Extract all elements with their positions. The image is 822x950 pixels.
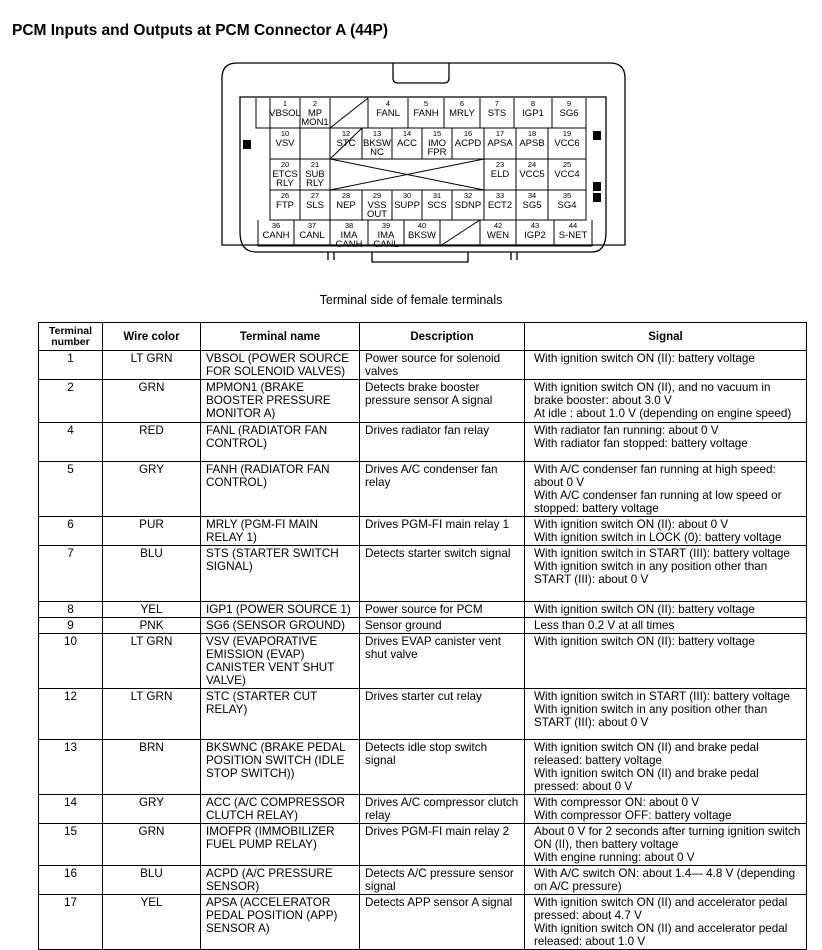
signal-line: With ignition switch ON (II): battery voltage [534,635,755,648]
signal-line: At idle : about 1.0 V (depending on engine speed) [534,407,792,420]
pin-number: 8 [530,99,536,108]
connector-diagram [0,0,822,290]
pin-label: BKSW [408,230,436,241]
terminal-table [38,322,807,950]
table-row [39,689,807,740]
header-terminal-number: Terminal number [39,323,103,351]
pin-label: MRLY [449,108,475,119]
connector-pin-40 [408,221,436,241]
pin-number: 43 [530,221,540,230]
table-row [39,462,807,517]
page-title: PCM Inputs and Outputs at PCM Connector A (44P) [12,22,389,39]
pin-number: 35 [562,191,572,200]
table-row [39,740,807,795]
pin-label: CANL [299,230,325,241]
connector-pin-42 [487,221,509,241]
pin-number: 28 [341,191,351,200]
pin-label: IMA [340,230,358,241]
pin-label: WEN [486,230,510,241]
cell-description: Drives PGM-FI main relay 1 [360,517,525,546]
cell-terminal-name: VSV (EVAPORATIVE EMISSION (EVAP) CANISTER VENT SHUT VALVE) [201,634,360,689]
table-row [39,517,807,546]
pin-label: SUB [305,169,325,180]
pin-number: 31 [432,191,442,200]
connector-pin-37 [299,221,324,241]
pin-label: SLS [306,200,324,211]
pin-number: 23 [495,160,505,169]
table-row [39,866,807,895]
table-row [39,824,807,866]
cell-terminal-number: 9 [39,618,103,634]
pin-number: 20 [280,160,290,169]
pin-number: 37 [307,221,317,230]
pin-number: 2 [312,99,318,108]
connector-pin-33 [488,191,512,211]
connector-pin-44 [559,221,588,241]
pin-label: APSA [487,138,513,149]
pin-label: SG5 [522,200,542,211]
signal-line: With ignition switch ON (II) and brake pedal pressed: about 0 V [534,767,759,793]
pin-number: 40 [417,221,427,230]
connector-pin-32 [455,191,481,211]
connector-pin-35 [557,191,576,211]
cell-description: Detects APP sensor A signal [360,895,525,950]
connector-pin-9 [559,99,578,119]
pin-label: SUPP [394,200,420,211]
pin-number: 4 [385,99,391,108]
cell-wire-color: PNK [103,618,201,634]
connector-pin-21 [305,160,325,189]
cell-terminal-number: 13 [39,740,103,795]
lock-tab [593,131,601,140]
signal-line: With ignition switch ON (II): battery voltage [534,603,755,616]
pin-number: 44 [568,221,578,230]
connector-pin-15 [428,129,447,158]
pin-label: APSB [519,138,545,149]
table-row [39,423,807,462]
pin-label: IMO [428,138,446,149]
connector-pins [263,99,588,250]
table-row [39,380,807,423]
table-row [39,602,807,618]
pin-number: 16 [463,129,473,138]
cell-wire-color: GRN [103,824,201,866]
pin-number: 13 [372,129,382,138]
connector-pin-2 [301,99,328,128]
cell-signal [525,634,807,689]
table-row [39,618,807,634]
connector-pin-23 [491,160,510,180]
pin-number: 36 [271,221,281,230]
connector-pin-5 [413,99,438,119]
cell-terminal-name: ACPD (A/C PRESSURE SENSOR) [201,866,360,895]
connector-pin-27 [306,191,324,211]
lock-tab [593,193,601,202]
empty-cavity-41 [440,220,480,246]
cell-terminal-name: IMOFPR (IMMOBILIZER FUEL PUMP RELAY) [201,824,360,866]
connector-pin-24 [519,160,544,180]
cell-signal [525,866,807,895]
cell-signal [525,689,807,740]
pin-number: 9 [566,99,572,108]
pin-label: CANH [335,239,363,250]
pin-label: SG4 [557,200,577,211]
lock-tab [593,182,601,191]
connector-pin-38 [336,221,363,250]
connector-pin-8 [522,99,544,119]
cell-wire-color: BRN [103,740,201,795]
pin-number: 18 [527,129,537,138]
table-row [39,634,807,689]
pin-label: VBSOL [269,108,301,119]
cell-description: Drives starter cut relay [360,689,525,740]
cell-description: Drives A/C condenser fan relay [360,462,525,517]
pin-number: 14 [402,129,412,138]
cell-terminal-name: ACC (A/C COMPRESSOR CLUTCH RELAY) [201,795,360,824]
cell-wire-color: YEL [103,895,201,950]
signal-line: With ignition switch ON (II): about 0 V [534,518,729,531]
pin-label: FANH [413,108,439,119]
cell-signal [525,740,807,795]
cell-wire-color: GRN [103,380,201,423]
connector-pin-34 [522,191,541,211]
pin-label: IGP1 [522,108,544,119]
cell-terminal-name: SG6 (SENSOR GROUND) [201,618,360,634]
cell-terminal-number: 5 [39,462,103,517]
cell-wire-color: LT GRN [103,689,201,740]
signal-line: With ignition switch in LOCK (0): battery voltage [534,531,782,544]
pin-label: ELD [490,169,510,180]
pin-label: NC [370,147,384,158]
pin-number: 19 [562,129,572,138]
cell-wire-color: GRY [103,795,201,824]
cell-description: Sensor ground [360,618,525,634]
cell-terminal-number: 7 [39,546,103,602]
cell-wire-color: LT GRN [103,634,201,689]
cell-description: Detects starter switch signal [360,546,525,602]
cell-signal [525,423,807,462]
cell-terminal-number: 2 [39,380,103,423]
cell-description: Drives EVAP canister vent shut valve [360,634,525,689]
pin-label: FTP [276,200,294,211]
cell-signal [525,462,807,517]
connector-pin-6 [449,99,475,119]
signal-line: With radiator fan running: about 0 V [534,424,719,437]
table-header-row [39,323,807,351]
cell-description: Power source for PCM [360,602,525,618]
cell-terminal-name: FANL (RADIATOR FAN CONTROL) [201,423,360,462]
pin-number: 29 [372,191,382,200]
cell-description: Drives A/C compressor clutch relay [360,795,525,824]
connector-latch [393,63,449,83]
pin-label: ACPD [454,138,482,149]
table-row [39,351,807,380]
signal-line: With ignition switch ON (II) and accelerator pedal released: about 1.0 V [534,922,788,948]
connector-pin-1 [269,99,301,119]
cell-terminal-name: BKSWNC (BRAKE PEDAL POSITION SWITCH (IDLE STOP SWITCH)) [201,740,360,795]
cell-terminal-name: APSA (ACCELERATOR PEDAL POSITION (APP) SENSOR A) [201,895,360,950]
cell-wire-color: GRY [103,462,201,517]
connector-pin-18 [519,129,544,149]
pin-label: STS [487,108,507,119]
pin-label: MP [307,108,323,119]
cell-terminal-number: 10 [39,634,103,689]
signal-line: With ignition switch ON (II), and no vacuum in brake booster: about 3.0 V [534,381,771,407]
empty-cavity-22 [330,159,484,190]
cell-signal [525,380,807,423]
signal-line: With ignition switch in START (III): battery voltage [534,547,790,560]
cell-wire-color: PUR [103,517,201,546]
pin-label: STC [336,138,356,149]
signal-line: Less than 0.2 V at all times [534,619,675,632]
pin-label: VSS [367,200,387,211]
cell-terminal-number: 6 [39,517,103,546]
header-signal: Signal [525,323,807,351]
connector-pin-14 [397,129,417,149]
connector-pin-29 [367,191,387,220]
cell-terminal-number: 8 [39,602,103,618]
cell-signal [525,895,807,950]
pin-label: NEP [336,200,356,211]
pin-number: 27 [310,191,320,200]
pin-number: 17 [495,129,505,138]
diagram-caption: Terminal side of female terminals [319,293,503,307]
connector-pin-28 [336,191,356,211]
cell-terminal-number: 17 [39,895,103,950]
header-description: Description [360,323,525,351]
header-wire-color: Wire color [103,323,201,351]
pin-number: 30 [402,191,412,200]
pin-number: 39 [381,221,391,230]
cell-terminal-name: STS (STARTER SWITCH SIGNAL) [201,546,360,602]
cell-terminal-number: 16 [39,866,103,895]
cell-terminal-number: 15 [39,824,103,866]
table-row [39,795,807,824]
pin-number: 1 [282,99,288,108]
cell-terminal-name: MRLY (PGM-FI MAIN RELAY 1) [201,517,360,546]
connector-pin-36 [263,221,290,241]
pin-label: BKSW [363,138,391,149]
pin-number: 25 [562,160,572,169]
cell-wire-color: RED [103,423,201,462]
signal-line: About 0 V for 2 seconds after turning ignition switch ON (II), then battery voltage [534,825,801,851]
cell-signal [525,517,807,546]
table-row [39,895,807,950]
pin-number: 24 [527,160,537,169]
signal-line: With A/C condenser fan running at low speed or stopped: battery voltage [534,489,782,515]
pin-label: ACC [396,138,418,149]
pin-number: 6 [459,99,465,108]
pin-number: 5 [423,99,429,108]
connector-pin-19 [554,129,579,149]
cell-wire-color: BLU [103,546,201,602]
cell-terminal-name: STC (STARTER CUT RELAY) [201,689,360,740]
pin-label: RLY [276,178,294,189]
signal-line: With radiator fan stopped: battery voltage [534,437,748,450]
pin-label: MON1 [301,117,329,128]
connector-outer-housing [222,63,625,245]
cell-signal [525,795,807,824]
cell-terminal-number: 1 [39,351,103,380]
pin-label: VCC4 [554,169,580,180]
connector-pin-39 [373,221,398,250]
cell-description: Detects idle stop switch signal [360,740,525,795]
connector-pin-43 [524,221,546,241]
cell-wire-color: YEL [103,602,201,618]
pin-number: 21 [310,160,320,169]
cell-signal [525,618,807,634]
pin-label: VCC6 [554,138,580,149]
connector-pin-30 [394,191,420,211]
cell-description: Drives PGM-FI main relay 2 [360,824,525,866]
connector-pin-17 [487,129,513,149]
pin-label: CANL [373,239,399,250]
cell-description: Drives radiator fan relay [360,423,525,462]
signal-line: With ignition switch ON (II) and accelerator pedal pressed: about 4.7 V [534,896,788,922]
signal-line: With ignition switch ON (II) and brake pedal released: battery voltage [534,741,759,767]
connector-pin-10 [275,129,295,149]
table-row [39,546,807,602]
cell-terminal-number: 4 [39,423,103,462]
signal-line: With compressor ON: about 0 V [534,796,699,809]
pin-label: SG6 [559,108,579,119]
cell-wire-color: BLU [103,866,201,895]
cell-terminal-number: 14 [39,795,103,824]
cell-terminal-name: VBSOL (POWER SOURCE FOR SOLENOID VALVES) [201,351,360,380]
pin-label: OUT [366,209,388,220]
pin-number: 33 [495,191,505,200]
pin-label: FPR [427,147,447,158]
signal-line: With A/C condenser fan running at high speed: about 0 V [534,463,776,489]
cell-signal [525,546,807,602]
cell-description: Detects brake booster pressure sensor A signal [360,380,525,423]
pin-number: 10 [280,129,290,138]
signal-line: With ignition switch in any position other than START (III): about 0 V [534,703,768,729]
pin-label: CANH [262,230,290,241]
pin-number: 12 [341,129,351,138]
header-terminal-name: Terminal name [201,323,360,351]
pin-number: 7 [494,99,500,108]
signal-line: With ignition switch ON (II): battery voltage [534,352,755,365]
cell-description: Power source for solenoid valves [360,351,525,380]
pin-label: VSV [275,138,295,149]
pin-number: 34 [527,191,537,200]
signal-line: With ignition switch in START (III): battery voltage [534,690,790,703]
signal-line: With A/C switch ON: about 1.4— 4.8 V (depending on A/C pressure) [534,867,796,893]
cell-wire-color: LT GRN [103,351,201,380]
cell-terminal-number: 12 [39,689,103,740]
cell-terminal-name: IGP1 (POWER SOURCE 1) [201,602,360,618]
cell-terminal-name: FANH (RADIATOR FAN CONTROL) [201,462,360,517]
pin-label: VCC5 [519,169,545,180]
pin-label: IMA [377,230,395,241]
pin-number: 42 [493,221,503,230]
lock-tab [243,140,251,149]
pin-number: 15 [432,129,442,138]
cell-description: Detects A/C pressure sensor signal [360,866,525,895]
connector-pin-25 [554,160,579,180]
signal-line: With ignition switch in any position other than START (III): about 0 V [534,560,768,586]
connector-pin-4 [376,99,400,119]
cell-signal [525,602,807,618]
connector-pin-16 [455,129,482,149]
pin-label: IGP2 [524,230,546,241]
cell-signal [525,351,807,380]
pin-number: 26 [280,191,290,200]
cell-terminal-name: MPMON1 (BRAKE BOOSTER PRESSURE MONITOR A) [201,380,360,423]
connector-pin-26 [276,191,294,211]
pin-label: RLY [306,178,324,189]
pin-label: S-NET [558,230,588,241]
cell-signal [525,824,807,866]
connector-pin-20 [272,160,297,189]
pin-label: SDNP [454,200,482,211]
connector-pin-7 [488,99,506,119]
pin-label: ECT2 [487,200,513,211]
pin-label: SCS [427,200,447,211]
connector-pin-12 [337,129,356,149]
connector-pin-31 [427,191,447,211]
empty-cavity-3 [330,98,368,128]
pin-number: 38 [344,221,354,230]
signal-line: With compressor OFF: battery voltage [534,809,732,822]
connector-pin-13 [363,129,391,158]
signal-line: With engine running: about 0 V [534,851,695,864]
pin-label: FANL [376,108,400,119]
pin-label: ETCS [272,169,298,180]
pin-number: 32 [463,191,473,200]
connector-key [372,252,468,262]
